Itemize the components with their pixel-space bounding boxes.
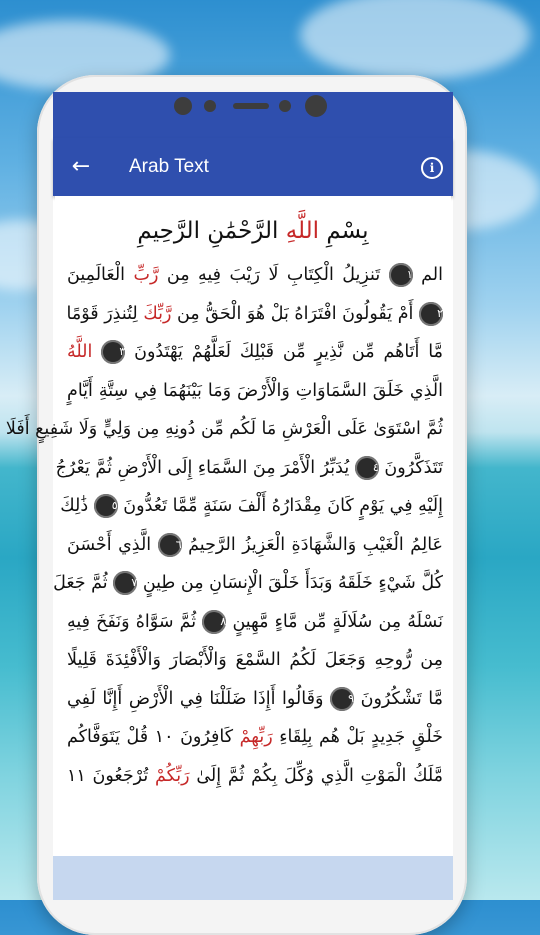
info-icon[interactable]: i <box>421 157 443 179</box>
verse-line <box>5 410 443 449</box>
sensor-dot <box>279 100 291 112</box>
verse-line <box>67 641 443 680</box>
verse-line <box>60 487 443 526</box>
camera-dot <box>174 97 192 115</box>
ayah-number-marker: ٩ <box>330 687 354 711</box>
ayah-number-marker: ١ <box>389 263 413 287</box>
back-arrow-icon[interactable]: ← <box>71 154 91 179</box>
verse-line <box>67 295 443 334</box>
verse-text: أَمْ يَقُولُونَ افْتَرَاهُ بَلْ هُوَ الْحَقُّ مِن <box>176 303 414 324</box>
verse-line <box>67 680 443 719</box>
ayah-number-marker: ٥ <box>94 494 118 518</box>
verse-line <box>67 757 443 796</box>
bottom-panel <box>53 856 453 900</box>
verse-text: الَّذِي خَلَقَ السَّمَاوَاتِ وَالْأَرْضَ وَمَا بَيْنَهُمَا فِي سِتَّةِ أَيَّامٍ <box>67 380 443 401</box>
app-bar <box>53 138 453 196</box>
verse-line <box>53 564 443 603</box>
basmala-end: الرَّحْمَٰنِ الرَّحِيمِ <box>137 218 279 244</box>
verse-text: يُدَبِّرُ الْأَمْرَ مِنَ السَّمَاءِ إِلَى الْأَرْضِ ثُمَّ يَعْرُجُ <box>55 457 350 478</box>
verse-text: إِلَيْهِ فِي يَوْمٍ كَانَ مِقْدَارُهُ أَلْفَ سَنَةٍ مِّمَّا تَعُدُّونَ <box>123 496 443 516</box>
verse-line <box>67 526 443 565</box>
verse-text: مَّا تَشْكُرُونَ <box>360 688 443 709</box>
phone-screen <box>5 92 453 900</box>
highlighted-word: رَّبِّ <box>133 265 159 285</box>
verse-line <box>67 256 443 295</box>
verse-text: كَافِرُونَ ١٠ قُلْ يَتَوَفَّاكُم <box>67 727 234 747</box>
quran-page <box>5 196 451 856</box>
sensor-dot <box>204 100 216 112</box>
basmala-name: اللَّهِ <box>285 218 320 244</box>
verse-text: ذَٰلِكَ <box>60 496 89 516</box>
ayah-number-marker: ٣ <box>101 340 125 364</box>
speaker-slot <box>233 103 269 109</box>
verse-line <box>67 603 443 642</box>
ayah-number-marker: ٤ <box>355 456 379 480</box>
verse-text: الَّذِي أَحْسَنَ <box>67 534 152 555</box>
verse-line <box>67 718 443 757</box>
ayah-number-marker: ٧ <box>113 571 137 595</box>
highlighted-word: رَبِّهِمْ <box>239 727 273 747</box>
sky-cloud <box>300 0 530 80</box>
ayah-number-marker: ٢ <box>419 302 443 326</box>
verse-text: الْعَالَمِينَ <box>67 265 126 285</box>
verse-text: خَلْقٍ جَدِيدٍ بَلْ هُم بِلِقَاءِ <box>279 727 443 747</box>
basmala <box>55 218 451 244</box>
verse-text: مَّا أَتَاهُم مِّن نَّذِيرٍ مِّن قَبْلِكَ لَعَلَّهُمْ يَهْتَدُونَ <box>134 342 443 362</box>
verse-text: تَتَذَكَّرُونَ <box>384 457 443 478</box>
ayah-number-marker: ٨ <box>202 610 226 634</box>
verse-line <box>67 333 443 372</box>
status-bar <box>53 92 453 138</box>
verse-text: مَّلَكُ الْمَوْتِ الَّذِي وُكِّلَ بِكُمْ ثُمَّ إِلَىٰ <box>196 765 443 786</box>
highlighted-word: اللَّهُ <box>67 342 93 362</box>
verse-text: الم <box>421 265 443 285</box>
verse-line <box>55 449 443 488</box>
verse-text: تَنزِيلُ الْكِتَابِ لَا رَيْبَ فِيهِ مِن <box>166 265 381 285</box>
verse-text: مِن رُّوحِهِ وَجَعَلَ لَكُمُ السَّمْعَ وَالْأَبْصَارَ وَالْأَفْئِدَةَ قَلِيلًا <box>67 650 443 670</box>
verse-text: لِتُنذِرَ قَوْمًا <box>66 303 138 324</box>
page-title: Arab Text <box>129 156 209 177</box>
verse-line <box>67 372 443 411</box>
front-camera <box>305 95 327 117</box>
basmala-start: بِسْمِ <box>326 218 369 244</box>
verse-text: عَالِمُ الْغَيْبِ وَالشَّهَادَةِ الْعَزِيزُ الرَّحِيمُ <box>188 534 443 555</box>
verse-text: نَسْلَهُ مِن سُلَالَةٍ مِّن مَّاءٍ مَّهِينٍ <box>232 611 443 632</box>
ayah-number-marker: ٦ <box>158 533 182 557</box>
verse-text: ثُمَّ اسْتَوَىٰ عَلَى الْعَرْشِ مَا لَكُم مِّن دُونِهِ مِن وَلِيٍّ وَلَا شَفِيعٍ أَفَلَا <box>5 419 443 439</box>
verse-text: تُرْجَعُونَ ١١ <box>67 765 149 786</box>
verse-lines <box>5 256 443 795</box>
verse-text: وَقَالُوا أَإِذَا ضَلَلْنَا فِي الْأَرْضِ أَإِنَّا لَفِي <box>67 688 324 709</box>
verse-text: كُلَّ شَيْءٍ خَلَقَهُ وَبَدَأَ خَلْقَ الْإِنسَانِ مِن طِينٍ <box>142 573 443 593</box>
verse-text: ثُمَّ جَعَلَ <box>53 573 108 593</box>
highlighted-word: رَبِّكُمْ <box>154 765 190 786</box>
highlighted-word: رَّبِّكَ <box>143 303 172 324</box>
verse-text: ثُمَّ سَوَّاهُ وَنَفَخَ فِيهِ <box>67 611 197 632</box>
